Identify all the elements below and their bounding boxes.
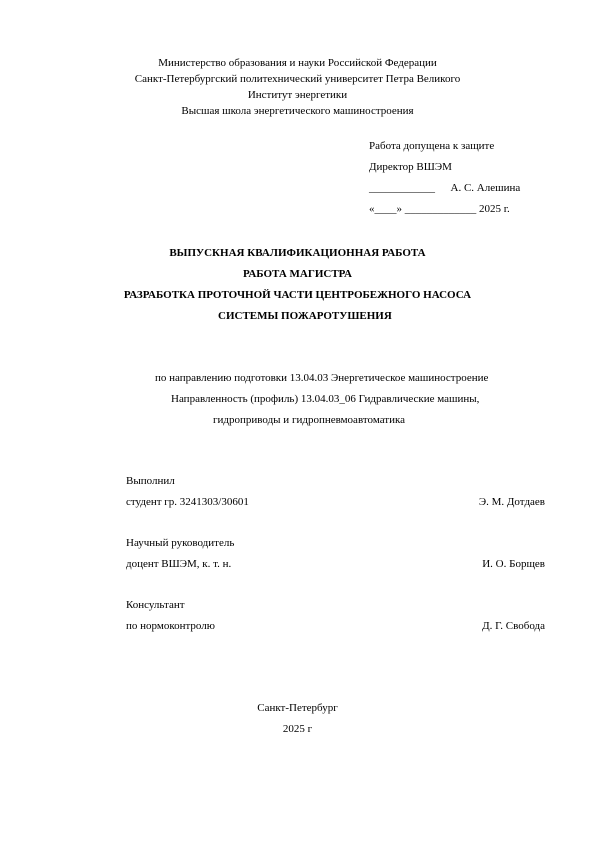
direction-line2: Направленность (профиль) 13.04.03_06 Гидравлические машины,	[171, 393, 480, 405]
supervisor-role: доцент ВШЭМ, к. т. н.	[126, 558, 232, 570]
director-title: Директор ВШЭМ	[369, 161, 452, 173]
city: Санкт-Петербург	[257, 702, 338, 714]
year: 2025 г	[282, 723, 313, 735]
performer-name: Э. М. Дотдаев	[478, 496, 545, 508]
performer-role: студент гр. 3241303/30601	[126, 496, 249, 508]
approval-date: «____» _____________ 2025 г.	[369, 203, 510, 215]
approval-text: Работа допущена к защите	[369, 140, 495, 152]
work-type-title: ВЫПУСКНАЯ КВАЛИФИКАЦИОННАЯ РАБОТА	[169, 247, 426, 259]
performer-label: Выполнил	[126, 475, 175, 487]
director-name: А. С. Алешина	[450, 182, 521, 194]
supervisor-label: Научный руководитель	[126, 537, 235, 549]
consultant-name: Д. Г. Свобода	[482, 620, 545, 632]
ministry-line: Министерство образования и науки Российской Федерации	[158, 57, 437, 69]
thesis-title-line2: СИСТЕМЫ ПОЖАРОТУШЕНИЯ	[218, 310, 392, 322]
signature-blank: ____________	[369, 182, 435, 194]
direction-line1: по направлению подготовки 13.04.03 Энергетическое машиностроение	[155, 372, 489, 384]
degree-title: РАБОТА МАГИСТРА	[243, 268, 352, 280]
thesis-title-line1: РАЗРАБОТКА ПРОТОЧНОЙ ЧАСТИ ЦЕНТРОБЕЖНОГО НАСОСА	[123, 289, 472, 301]
consultant-role: по нормоконтролю	[126, 620, 215, 632]
university-line: Санкт-Петербургский политехнический университет Петра Великого	[134, 73, 461, 85]
school-line: Высшая школа энергетического машиностроения	[181, 105, 414, 117]
direction-line3: гидроприводы и гидропневмоавтоматика	[213, 414, 406, 426]
signature-line	[369, 181, 520, 195]
institute-line: Институт энергетики	[247, 89, 348, 101]
supervisor-name: И. О. Борщев	[482, 558, 545, 570]
consultant-label: Консультант	[126, 599, 185, 611]
